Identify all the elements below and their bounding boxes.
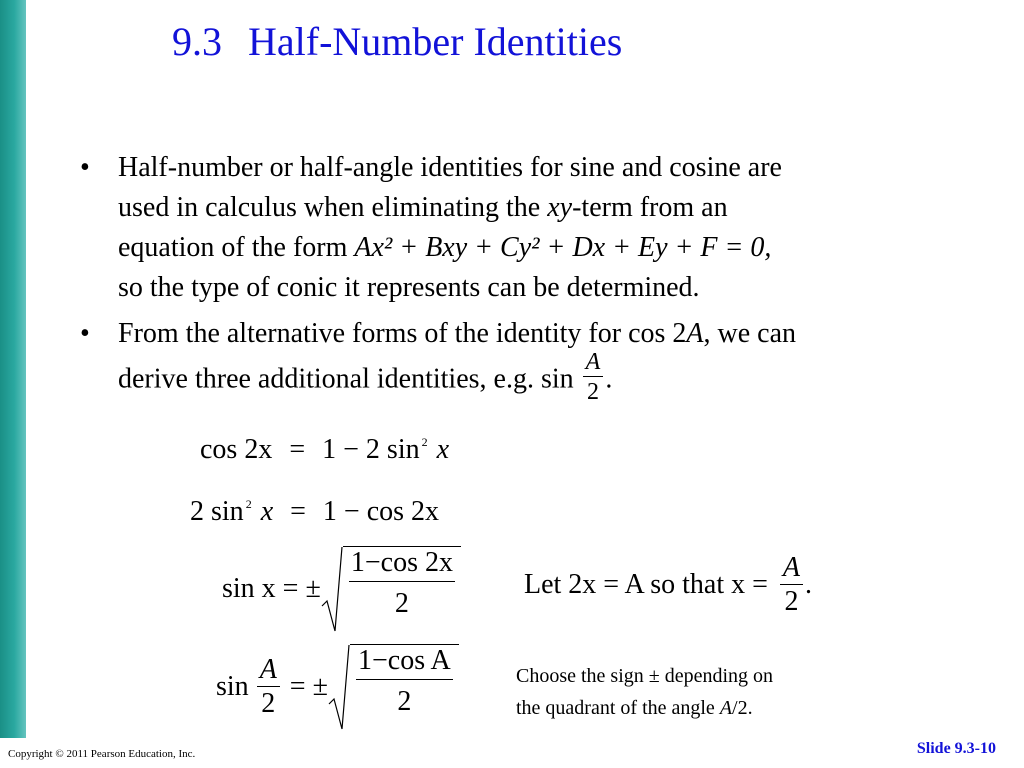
eq-left: cos 2x [200,434,273,465]
identity-cos2x [200,436,449,464]
radical-sign-icon [321,546,343,632]
eq-left-a: 2 sin [190,496,244,527]
variable-xy: xy [547,192,573,223]
eq-left-b: x [260,496,274,527]
identity-sin-half-a [216,644,459,730]
section-number: 9.3 [172,19,222,64]
eq-lhs: sin x = ± [222,573,321,604]
square-root [328,644,459,730]
variable-a: A [719,697,733,719]
radicand [350,644,459,730]
radicand-denominator: 2 [394,588,409,619]
bullet-1-line-1: Half-number or half-angle identities for sine and cosine are [118,152,782,183]
fraction-denominator: 2 [586,379,599,405]
exponent: 2 [421,435,428,449]
note-line-2 [516,692,773,724]
radical-sign-icon [328,644,350,730]
bullet-marker: • [80,152,90,183]
radicand [343,546,461,632]
text-run: , we can [703,318,797,349]
bullet-item-2 [80,314,980,408]
text-run: derive three additional identities, e.g. [118,363,541,395]
substitution-statement [524,554,812,616]
sign-note [516,660,773,724]
sin-function: sin [540,363,574,395]
title-text: Half-Number Identities [248,19,623,64]
half-a-fraction [780,554,803,616]
square-root [321,546,461,632]
variable-a: A [585,349,601,375]
variable-a: A [686,318,704,349]
note-line-1: Choose the sign ± depending on [516,665,774,687]
radicand-denominator: 2 [397,686,412,717]
text-run: From the alternative forms of the identity for cos 2 [118,318,687,349]
bullet-2-line-2 [118,349,980,408]
identity-sinx [222,546,461,632]
sidebar-accent-bar [0,0,26,738]
period: . [805,569,813,600]
text-run: /2. [732,697,753,719]
eq-right: 1 − cos 2x [322,496,440,527]
fraction-denominator: 2 [261,688,276,719]
conic-equation: Ax² + Bxy + Cy² + Dx + Ey + F = 0, [354,232,772,263]
exponent: 2 [245,497,252,511]
text-run: equation of the form [118,232,355,263]
copyright-text: Copyright © 2011 Pearson Education, Inc. [8,748,196,760]
bullet-list [80,148,980,408]
bullet-1-line-2 [118,188,980,228]
bullet-2-line-1 [118,314,980,354]
equals-plus-minus: = ± [289,671,328,702]
slide-number: Slide 9.3-10 [916,740,996,757]
fraction-denominator: 2 [784,586,799,617]
fraction-numerator [583,350,604,377]
bullet-marker: • [80,318,90,349]
fraction-numerator [780,554,803,585]
text-run: used in calculus when eliminating the [118,192,548,223]
equals-sign: = [289,434,306,465]
bullet-1-line-4: so the type of conic it represents can be determined. [118,272,700,303]
slide-title [172,18,622,65]
equals-sign: = [290,496,306,527]
bullet-1-line-3 [118,228,980,268]
radicand-numerator: 1−cos 2x [349,549,455,582]
period: . [605,363,613,395]
radicand-numerator: 1−cos A [356,647,453,680]
bullet-item-1 [80,148,980,308]
let-text: Let 2x = A so that x = [524,569,768,600]
identity-2sin2x [190,498,439,526]
text-run: the quadrant of the angle [516,697,720,719]
sin-function: sin [216,671,249,702]
text-run: -term from an [572,192,728,223]
half-angle-fraction [583,350,604,404]
variable-a: A [782,552,801,583]
half-a-fraction [257,656,280,718]
fraction-numerator [257,656,280,687]
variable-a: A [259,654,277,685]
eq-right-b: x [436,434,450,465]
eq-right-a: 1 − 2 sin [322,434,420,465]
